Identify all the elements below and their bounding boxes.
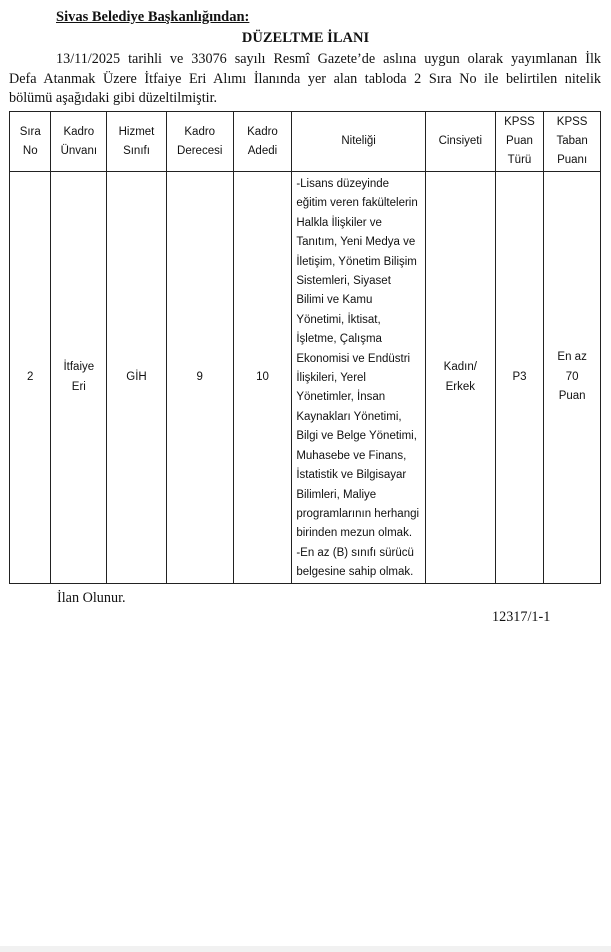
table-header-row <box>10 112 601 172</box>
institution-name: Sivas Belediye Başkanlığından: <box>56 9 250 25</box>
cell-kadro-unvani: İtfaiye Eri <box>51 172 107 584</box>
header-kpss-puan-turu: KPSS Puan Türü <box>495 112 544 172</box>
header-hizmet-sinifi: Hizmet Sınıfı <box>107 112 167 172</box>
correction-table <box>9 111 601 584</box>
header-kadro-adedi: Kadro Adedi <box>233 112 292 172</box>
header-kadro-unvani: Kadro Ünvanı <box>51 112 107 172</box>
body-line-3: bölümü aşağıdaki gibi düzeltilmiştir. <box>9 90 218 107</box>
cell-kadro-adedi: 10 <box>233 172 292 584</box>
header-kadro-derecesi: Kadro Derecesi <box>166 112 233 172</box>
body-line-1: 13/11/2025 tarihli ve 33076 sayılı Resmî Gazete’de aslına uygun olarak yayımlanan İlk <box>56 51 601 67</box>
reference-number: 12317/1-1 <box>492 609 551 625</box>
closing-text: İlan Olunur. <box>57 590 126 606</box>
page-bottom-edge <box>0 946 611 952</box>
body-line-2: Defa Atanmak Üzere İtfaiye Eri Alımı İlanında yer alan tabloda 2 Sıra No ile belirtilen nitelik <box>9 70 601 87</box>
cell-hizmet-sinifi: GİH <box>107 172 167 584</box>
cell-niteligi: -Lisans düzeyinde eğitim veren fakültelerin Halkla İlişkiler ve Tanıtım, Yeni Medya ve İletişim, Yönetim Bilişim Sistemleri, Siyaset Bilimi ve Kamu Yönetimi, İktisat, İşletme, Çalışma Ekonomisi ve Endüstri İlişkileri, Yerel Yönetimler, İnsan Kaynakları Yönetimi, Bilgi ve Belge Yönetimi, Muhasebe ve Finans, İstatistik ve Bilgisayar Bilimleri, Maliye programlarının herhangi birinden mezun olmak. -En az (B) sınıfı sürücü belgesine sahip olmak. <box>292 172 426 584</box>
table-row <box>10 172 601 584</box>
header-niteligi: Niteliği <box>292 112 426 172</box>
header-cinsiyeti: Cinsiyeti <box>425 112 495 172</box>
cell-kpss-puan-turu: P3 <box>495 172 544 584</box>
cell-kadro-derecesi: 9 <box>166 172 233 584</box>
cell-kpss-taban-puani: En az 70 Puan <box>544 172 601 584</box>
cell-cinsiyeti: Kadın/ Erkek <box>425 172 495 584</box>
notice-title: DÜZELTME İLANI <box>241 30 370 46</box>
cell-sira-no: 2 <box>10 172 51 584</box>
notice-body <box>9 50 601 109</box>
header-kpss-taban-puani: KPSS Taban Puanı <box>544 112 601 172</box>
header-sira-no: Sıra No <box>10 112 51 172</box>
